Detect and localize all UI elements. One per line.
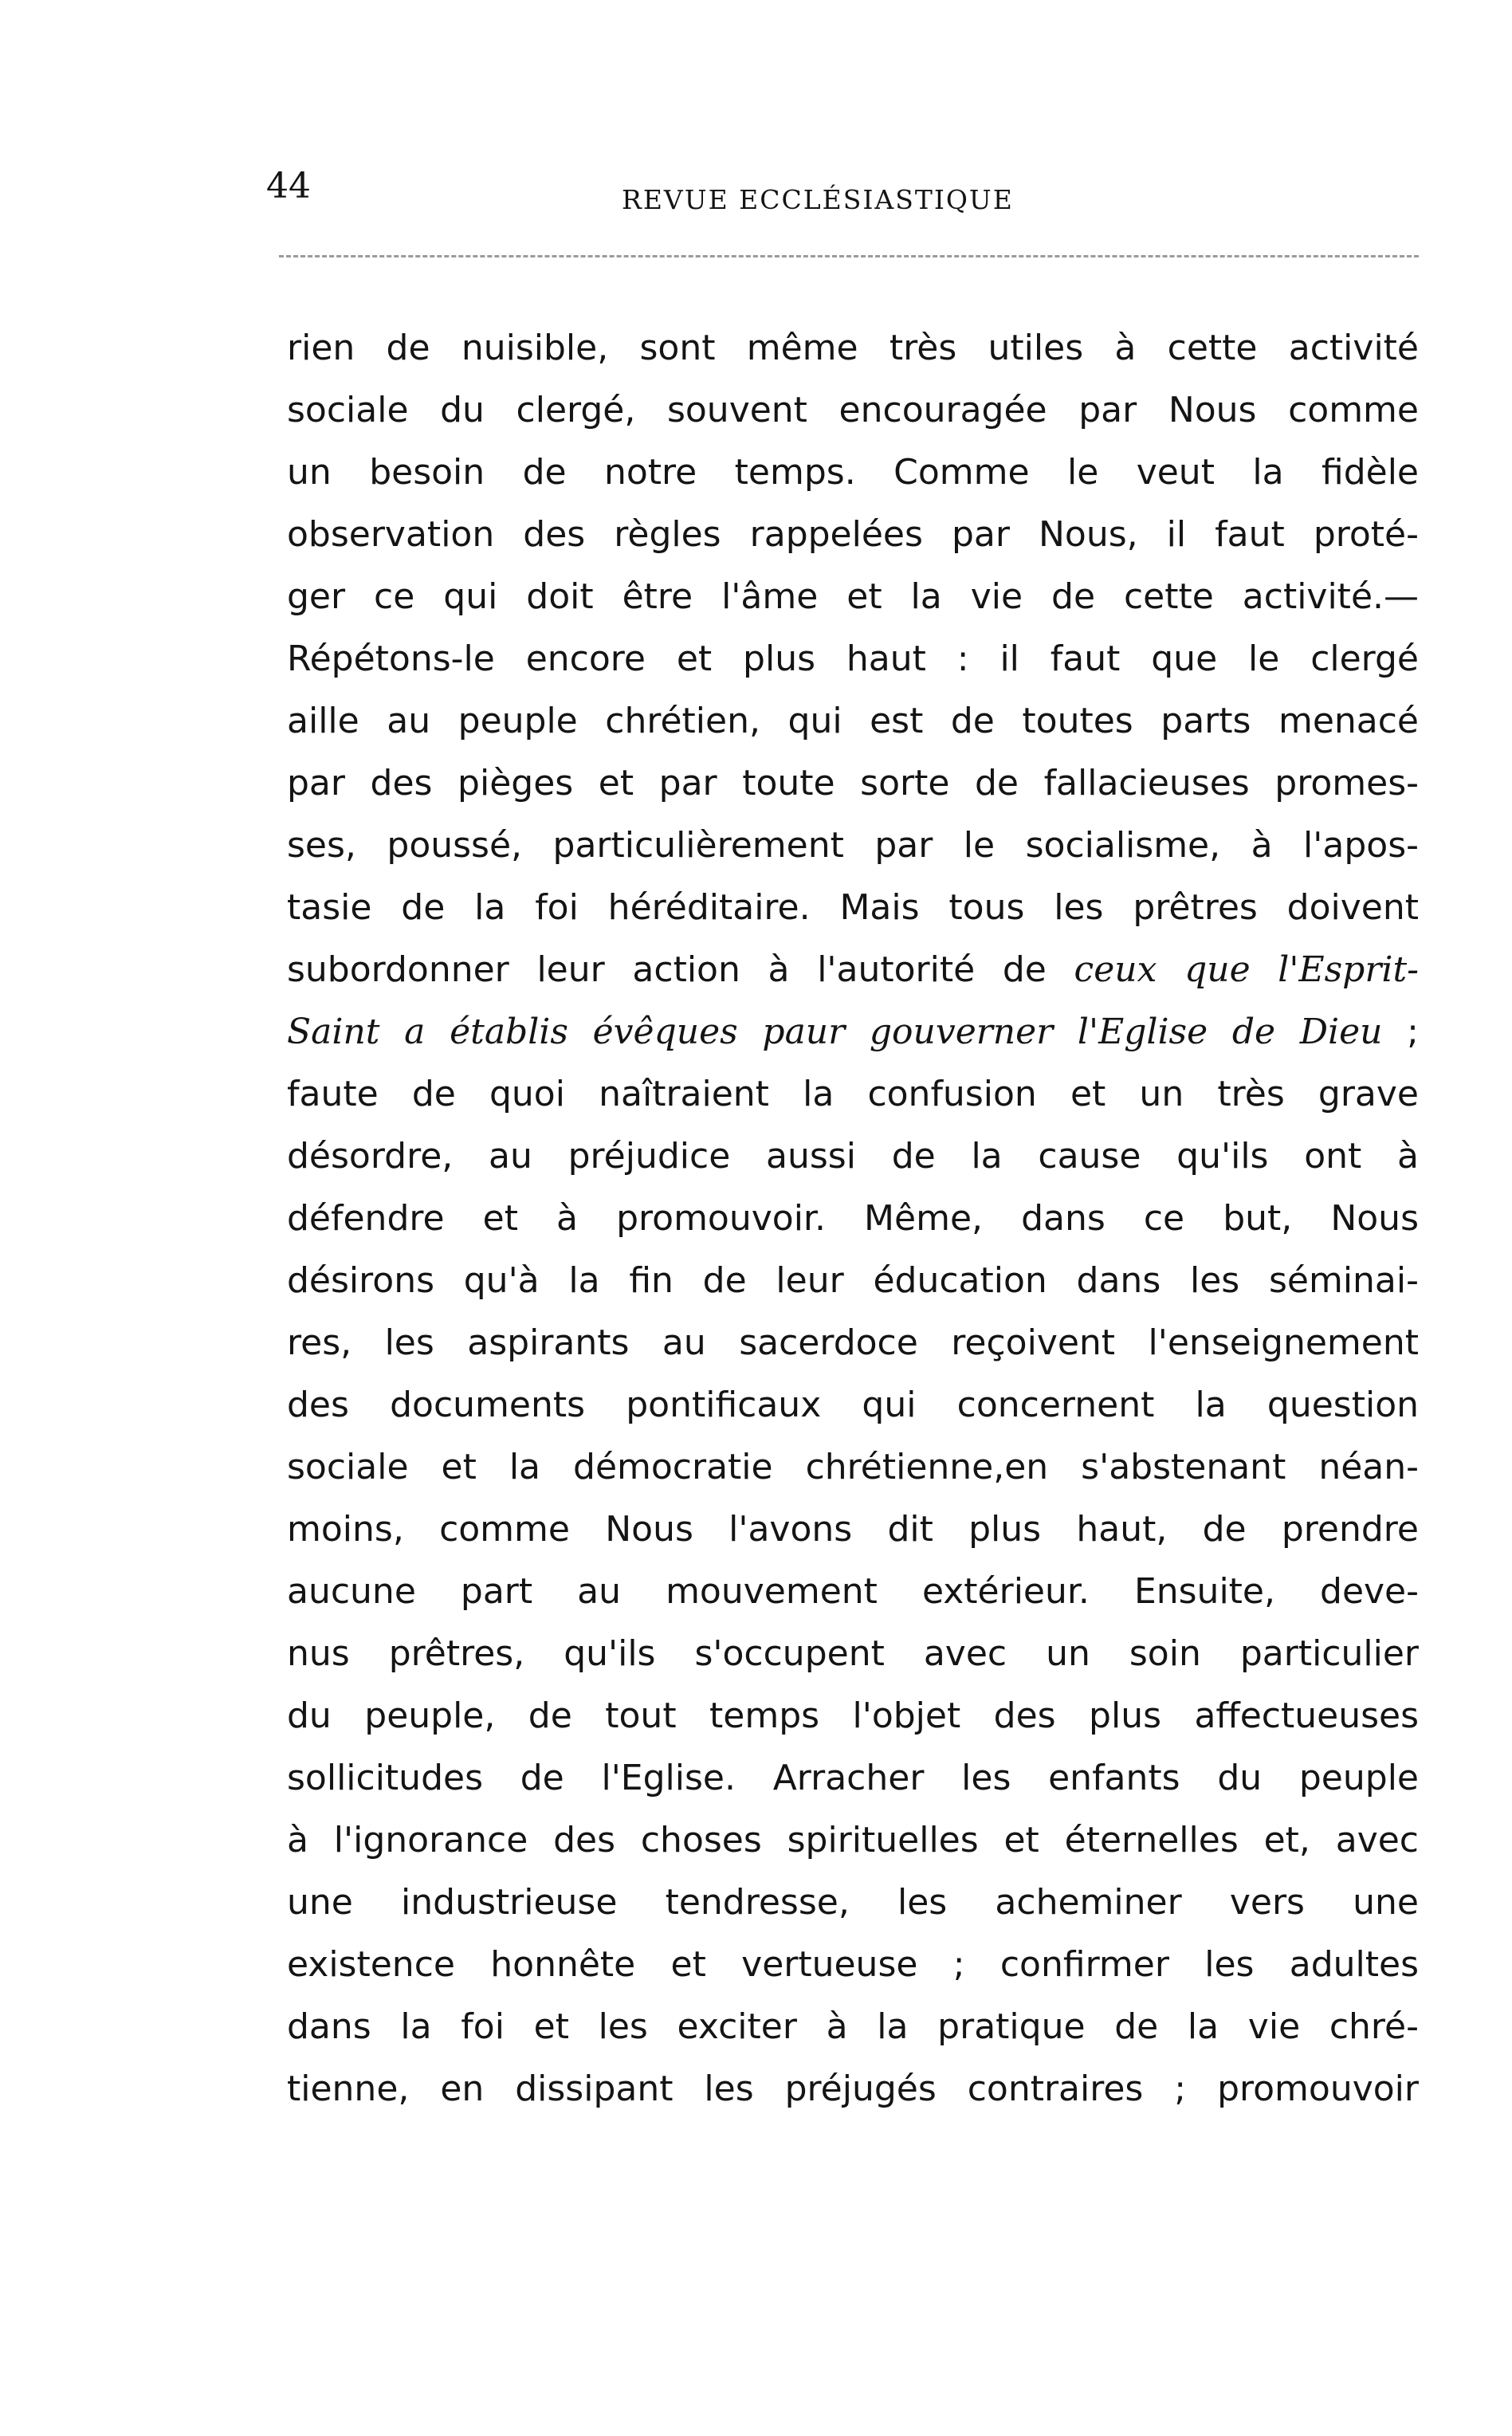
text-line: Répétons-le encore et plus haut : il faut que le clergé xyxy=(287,638,1419,679)
italic-quote: ceux que l'Esprit- xyxy=(1074,949,1419,990)
text-line: res, les aspirants au sacerdoce reçoivent l'enseignement xyxy=(287,1322,1419,1363)
body-text xyxy=(287,317,1419,2120)
text-line: ger ce qui doit être l'âme et la vie de cette activité.— xyxy=(287,576,1419,617)
text-line: du peuple, de tout temps l'objet des plus affectueuses xyxy=(287,1695,1419,1736)
text-line: une industrieuse tendresse, les acheminer vers une xyxy=(287,1882,1419,1923)
text-line: un besoin de notre temps. Comme le veut la fidèle xyxy=(287,452,1419,493)
text-segment: subordonner leur action à l'autorité de xyxy=(287,949,1074,990)
header-rule xyxy=(279,255,1419,257)
text-line: rien de nuisible, sont même très utiles à cette activité xyxy=(287,328,1419,368)
text-line: sollicitudes de l'Eglise. Arracher les enfants du peuple xyxy=(287,1758,1419,1798)
text-line: observation des règles rappelées par Nous, il faut proté- xyxy=(287,514,1419,555)
text-line: moins, comme Nous l'avons dit plus haut, de prendre xyxy=(287,1509,1419,1550)
text-line: par des pièges et par toute sorte de fallacieuses promes- xyxy=(287,763,1419,803)
text-line: désordre, au préjudice aussi de la cause qu'ils ont à xyxy=(287,1136,1419,1177)
text-line: tasie de la foi héréditaire. Mais tous les prêtres doivent xyxy=(287,887,1419,928)
text-line: sociale et la démocratie chrétienne,en s'abstenant néan- xyxy=(287,1447,1419,1487)
text-line: des documents pontificaux qui concernent la question xyxy=(287,1385,1419,1425)
text-line: aille au peuple chrétien, qui est de toutes parts menacé xyxy=(287,701,1419,741)
text-line: à l'ignorance des choses spirituelles et éternelles et, avec xyxy=(287,1820,1419,1860)
text-line: existence honnête et vertueuse ; confirmer les adultes xyxy=(287,1944,1419,1985)
text-line xyxy=(287,939,1419,1001)
text-line: ses, poussé, particulièrement par le socialisme, à l'apos- xyxy=(287,825,1419,866)
text-line: sociale du clergé, souvent encouragée par Nous comme xyxy=(287,390,1419,430)
italic-quote: Saint a établis évêques paur gouverner l'Eglise de Dieu xyxy=(287,1012,1383,1052)
text-line: nus prêtres, qu'ils s'occupent avec un soin particulier xyxy=(287,1633,1419,1674)
text-line xyxy=(287,1001,1419,1063)
text-line: faute de quoi naîtraient la confusion et un très grave xyxy=(287,1074,1419,1114)
text-line: tienne, en dissipant les préjugés contraires ; promouvoir xyxy=(287,2069,1419,2109)
page-number: 44 xyxy=(266,166,311,206)
text-segment: ; xyxy=(1382,1012,1419,1052)
text-line: aucune part au mouvement extérieur. Ensuite, deve- xyxy=(287,1571,1419,1612)
text-line: défendre et à promouvoir. Même, dans ce but, Nous xyxy=(287,1198,1419,1239)
running-title: REVUE ECCLÉSIASTIQUE xyxy=(622,184,1014,215)
text-line: dans la foi et les exciter à la pratique de la vie chré- xyxy=(287,2006,1419,2047)
text-line: désirons qu'à la fin de leur éducation dans les séminai- xyxy=(287,1260,1419,1301)
